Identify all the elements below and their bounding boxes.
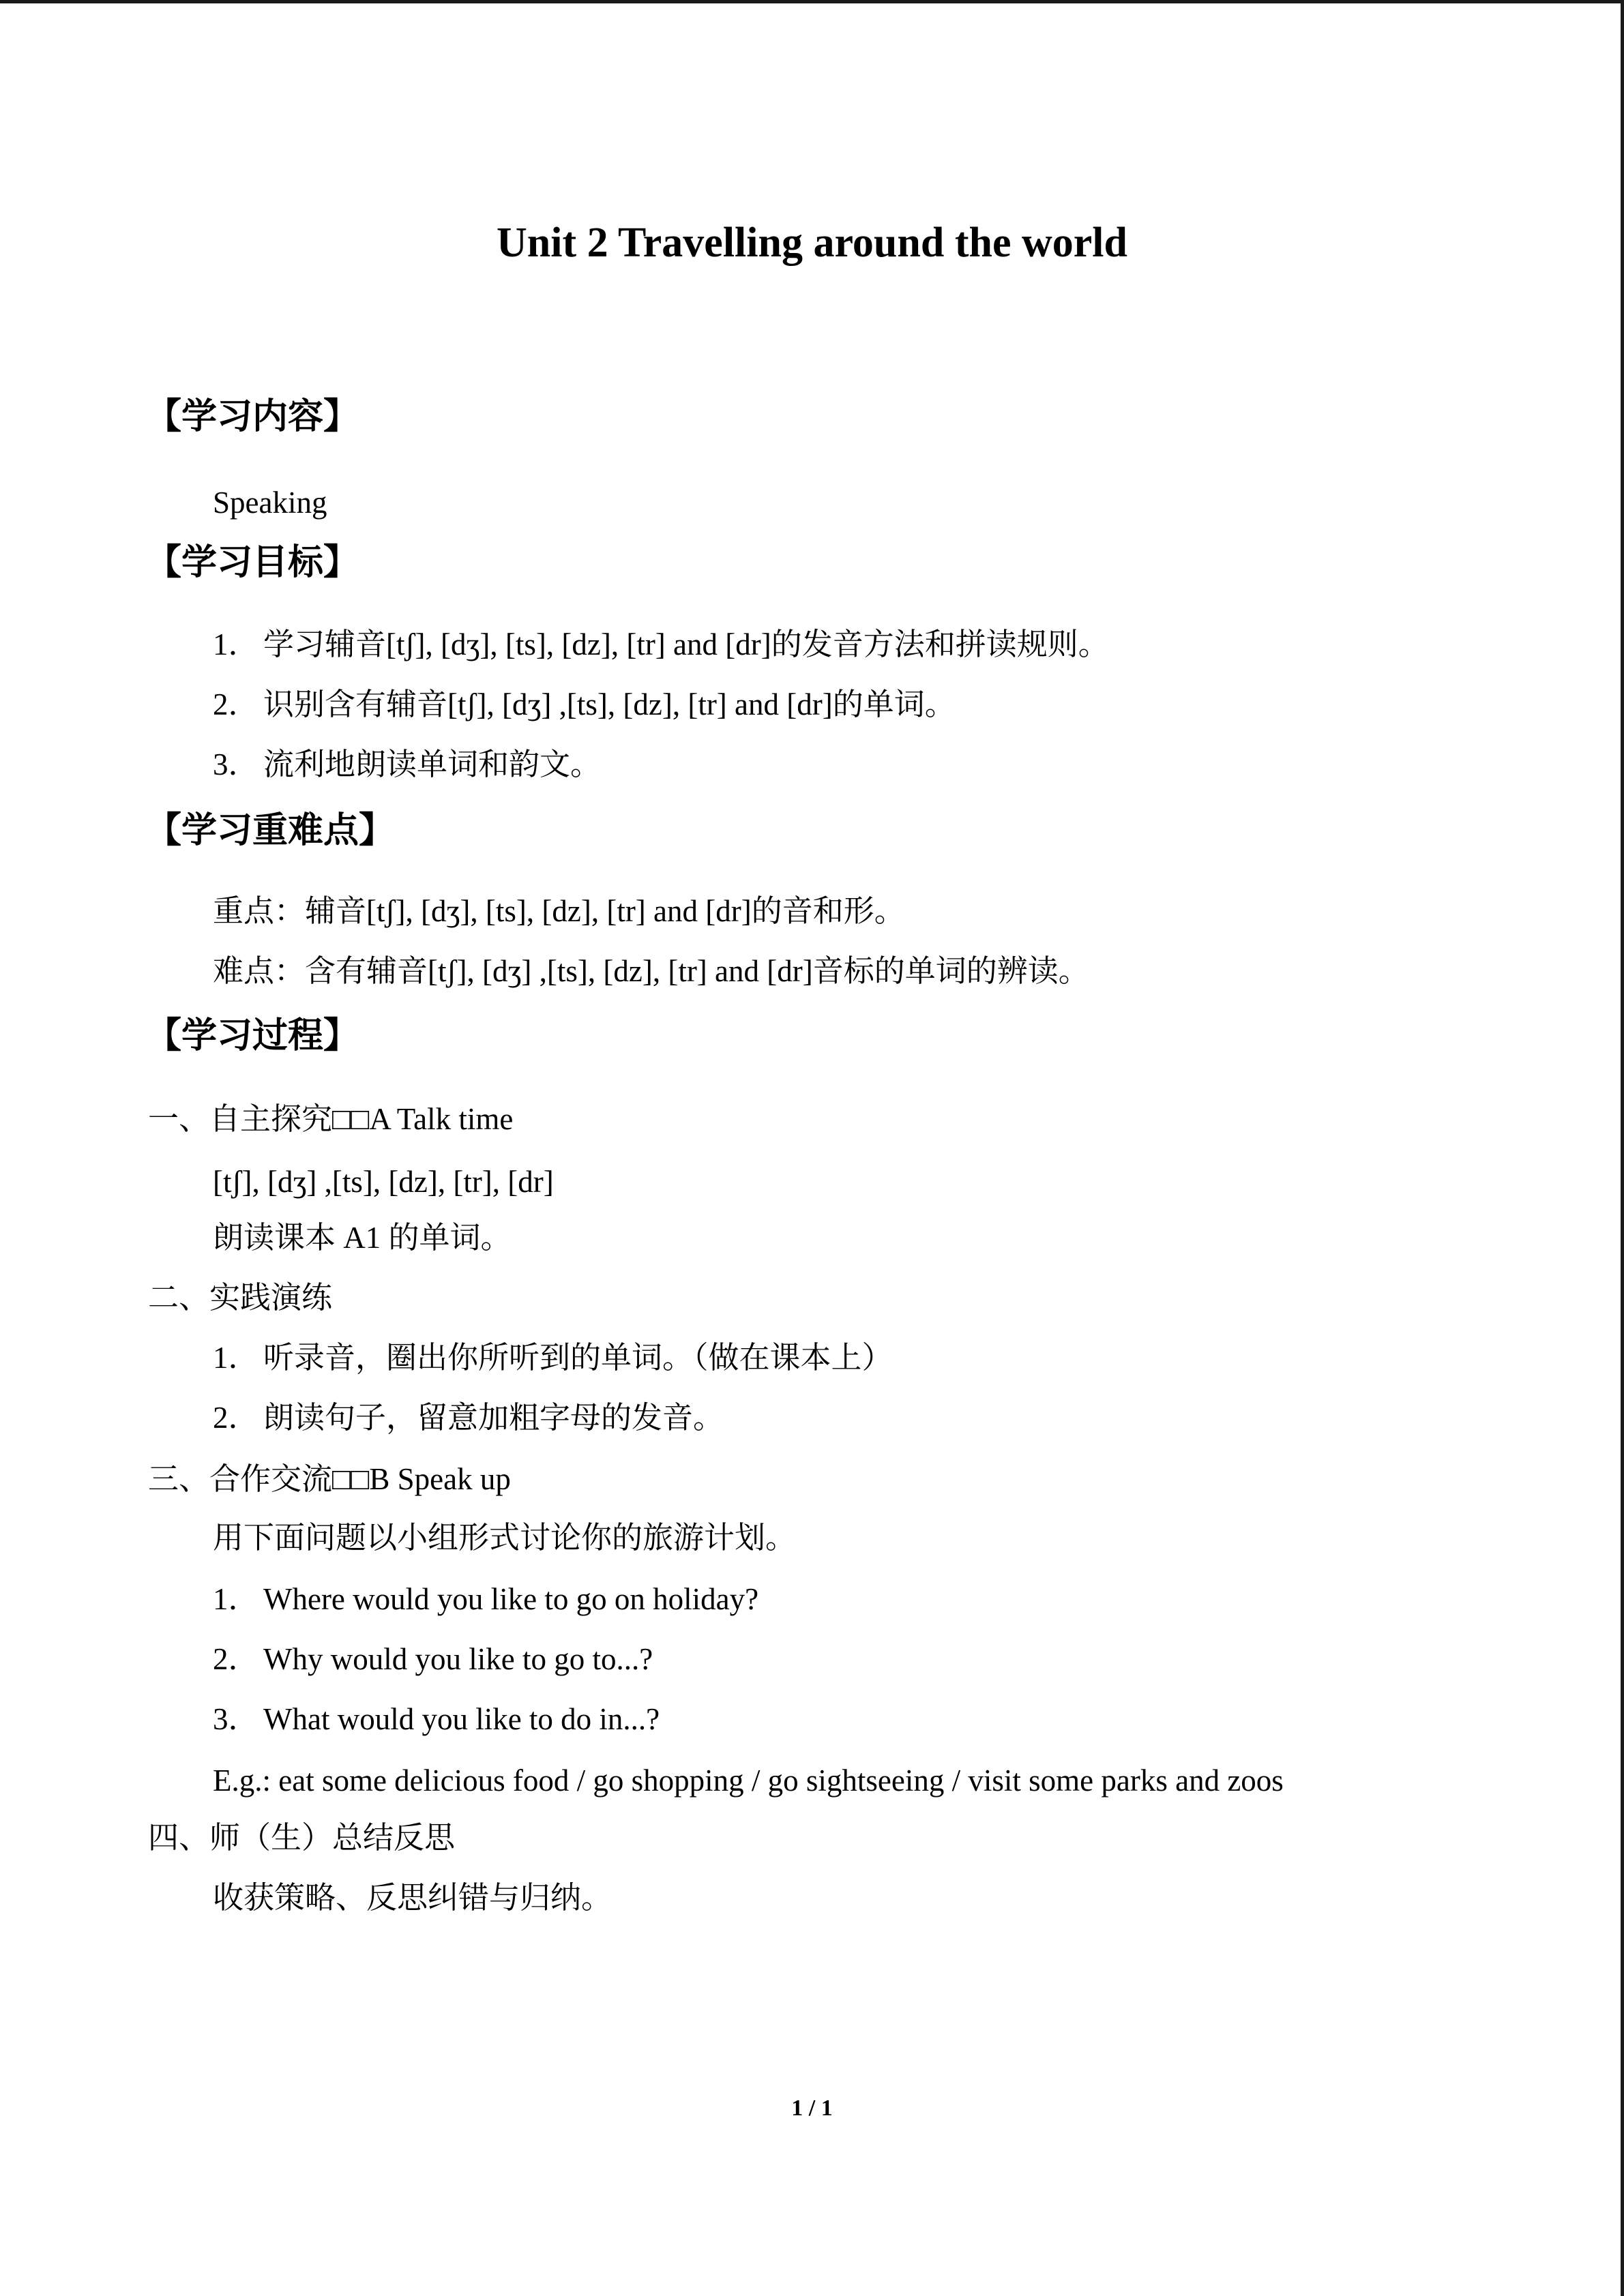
question-text: What would you like to do in...? [263,1702,660,1736]
process-part3-title: 三、合作交流□□B Speak up [148,1462,511,1496]
objective-number: 2． [213,687,259,721]
heading-learning-objectives: 【学习目标】 [146,542,359,583]
key-point-focus: 重点：辅音[tʃ], [dʒ], [ts], [dz], [tr] and [dr]的音和形。 [213,894,905,928]
objective-text: 流利地朗读单词和韵文。 [263,747,602,781]
practice-number: 1． [213,1341,259,1375]
process-part2-title: 二、实践演练 [148,1281,333,1315]
question-number: 1． [213,1582,259,1616]
question-number: 2． [213,1642,259,1676]
heading-key-points: 【学习重难点】 [146,810,395,851]
question-item [213,1584,758,1615]
objective-number: 3． [213,747,259,781]
heading-learning-process: 【学习过程】 [146,1015,359,1056]
heading-learning-content: 【学习内容】 [146,396,359,437]
practice-text: 听录音，圈出你所听到的单词。（做在课本上） [263,1341,893,1375]
phonetic-list: [tʃ], [dʒ] ,[ts], [dz], [tr], [dr] [213,1165,554,1199]
practice-item [213,1403,724,1433]
key-point-difficulty: 难点：含有辅音[tʃ], [dʒ] ,[ts], [dz], [tr] and [dr]音标的单词的辨读。 [213,954,1089,988]
practice-text: 朗读句子，留意加粗字母的发音。 [263,1401,724,1435]
practice-item [213,1343,893,1373]
objective-item [213,689,956,720]
document-title: Unit 2 Travelling around the world [497,220,1127,266]
process-part3-intro: 用下面问题以小组形式讨论你的旅游计划。 [213,1521,797,1555]
process-part1-title: 一、自主探究□□A Talk time [148,1102,514,1136]
practice-number: 2． [213,1401,259,1435]
question-text: Where would you like to go on holiday? [263,1582,759,1616]
question-text: Why would you like to go to...? [263,1642,653,1676]
process-part4-title: 四、师（生）总结反思 [148,1821,456,1855]
objective-number: 1． [213,627,259,661]
learning-content-text: Speaking [213,486,327,520]
process-part1-instruction: 朗读课本 A1 的单词。 [213,1221,512,1255]
question-item [213,1644,653,1675]
objective-text: 识别含有辅音[tʃ], [dʒ] ,[ts], [dz], [tr] and [dr]的单词。 [263,687,956,721]
objective-item [213,749,601,780]
objective-text: 学习辅音[tʃ], [dʒ], [ts], [dz], [tr] and [dr]的发音方法和拼读规则。 [263,627,1109,661]
page-indicator: 1 / 1 [791,2096,833,2121]
question-item [213,1704,660,1735]
example-answers: E.g.: eat some delicious food / go shopping / go sightseeing / visit some parks and zoos [213,1763,1284,1798]
objective-item [213,629,1109,660]
process-part4-text: 收获策略、反思纠错与归纳。 [213,1881,612,1915]
question-number: 3． [213,1702,259,1736]
